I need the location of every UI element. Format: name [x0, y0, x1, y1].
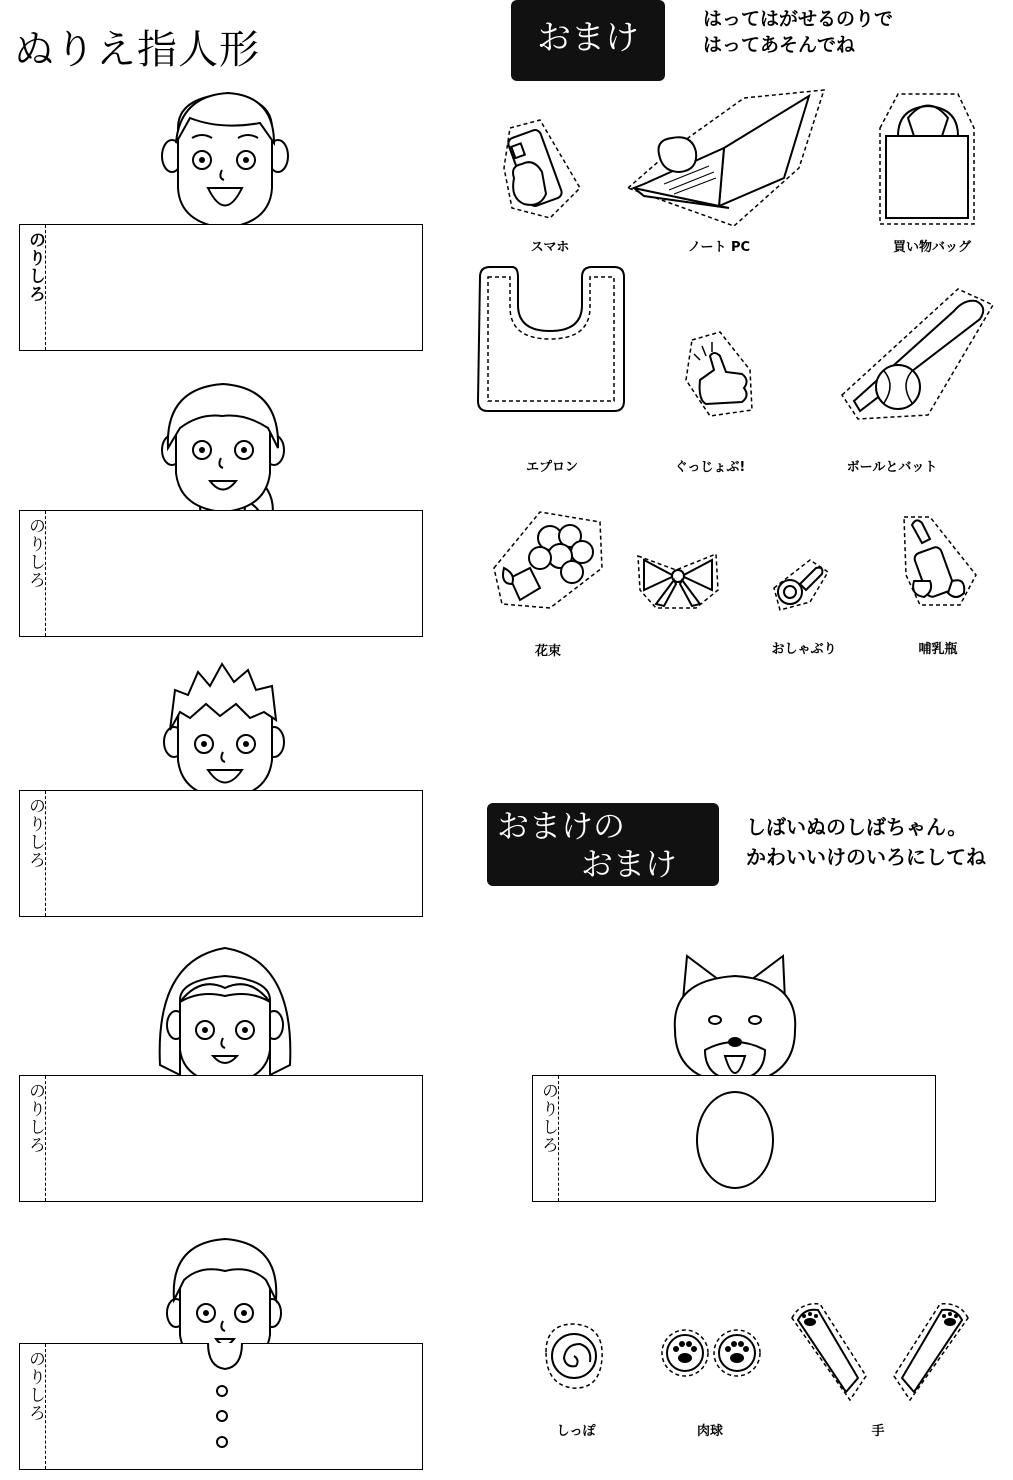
glue-label: のりしろ	[25, 517, 45, 589]
paw-pads-icon	[660, 1328, 762, 1378]
glue-label: のりしろ	[538, 1082, 558, 1154]
shopping-bag-icon	[878, 88, 978, 228]
part-label-paw-pads: 肉球	[696, 1424, 723, 1439]
smartphone-icon	[500, 118, 585, 223]
shirt-buttons	[190, 1343, 260, 1470]
ball-and-bat-icon	[838, 285, 998, 420]
item-label-pacifier: おしゃぶり	[771, 642, 837, 657]
apron-icon	[474, 265, 626, 413]
bonus-badge: おまけ	[511, 0, 665, 81]
puppet-strip-4	[19, 1075, 423, 1202]
baby-bottle-icon	[900, 515, 980, 607]
glue-label: のりしろ	[25, 1350, 45, 1422]
item-label-apron: エプロン	[525, 460, 578, 475]
bonus-note: はってはがせるのりで はってあそんでね	[703, 8, 894, 56]
tail-icon	[542, 1322, 607, 1392]
page-title: ぬりえ指人形	[14, 27, 260, 73]
pacifier-icon	[770, 558, 830, 613]
puppet-strip-1	[19, 224, 423, 351]
item-label-shopping-bag: 買い物バッグ	[892, 240, 971, 255]
bonus2-badge: おまけの おまけ	[487, 803, 719, 886]
glue-label: のりしろ	[25, 797, 45, 869]
ribbon-bow-icon	[636, 550, 721, 610]
item-label-baby-bottle: 哺乳瓶	[918, 642, 958, 657]
shiba-tongue-body	[695, 1090, 775, 1190]
item-label-bouquet: 花束	[534, 644, 561, 659]
thumbs-up-icon	[680, 330, 760, 420]
puppet-strip-2	[19, 510, 423, 637]
glue-label: のりしろ	[25, 1082, 45, 1154]
item-label-smartphone: スマホ	[530, 240, 570, 255]
item-label-laptop: ノート PC	[687, 240, 751, 255]
item-label-good-job: ぐっじょぶ!	[674, 460, 746, 475]
item-label-ball-bat: ボールとバット	[846, 460, 938, 475]
hands-icon	[790, 1300, 970, 1405]
part-label-tail: しっぽ	[556, 1424, 596, 1439]
bonus2-note: しばいぬのしばちゃん。 かわいいけのいろにしてね	[746, 815, 986, 869]
glue-label: のりしろ	[25, 231, 45, 303]
puppet-strip-3	[19, 790, 423, 917]
part-label-hands: 手	[871, 1424, 885, 1439]
bouquet-icon	[490, 508, 610, 613]
laptop-icon	[624, 88, 824, 233]
